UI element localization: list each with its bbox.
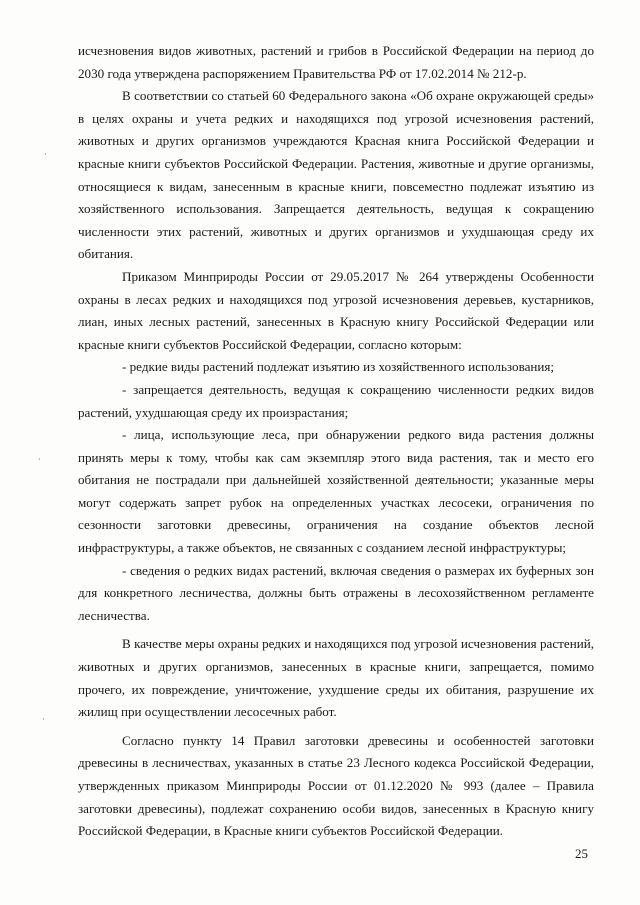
scan-speck: · [44,150,47,160]
list-item-1: - редкие виды растений подлежат изъятию из хозяйственного использования; [122,359,555,375]
scan-speck: · [38,455,41,465]
list-item-4: - сведения о редких видах растений, включая сведения о размерах их буферных зон для конкретного лесничества, должны быть отражены в лесохозяйственном регламенте лесничества. [78,562,594,623]
paragraph-2: В соответствии со статьей 60 Федерального закона «Об охране окружающей среды» в целях охраны и учета редких и находящихся под угрозой исчезновения растений, животных и других организмов учреждаются Красная книга Российской Федерации и красные книги субъектов Российской Федерации. Растения, животные и другие организмы, относящиеся к видам, занесенным в красные книги, повсеместно подлежат изъятию из хозяйственного использования. Запрещается деятельность, ведущая к сокращению численности этих растений, животных и других организмов и ухудшающая среду их обитания. [78,88,594,262]
scan-speck: · [42,715,45,725]
paragraph-4: В качестве меры охраны редких и находящихся под угрозой исчезновения растений, животных и других организмов, занесенных в красные книги, запрещается, помимо прочего, их повреждение, уничтожение, ухудшение среды их обитания, разрушение их жилищ при осуществлении лесосечных работ. [78,636,594,720]
list-item-3: - лица, использующие леса, при обнаружении редкого вида растения должны принять меры к тому, чтобы как сам экземпляр этого вида растения, так и место его обитания не пострадали при дальнейшей хозяйственной деятельности; указанные меры могут содержать запрет рубок на определенных участках лесосеки, ограничения по сезонности заготовки древесины, ограничения на создание объектов лесной инфраструктуры, а также объектов, не связанных с созданием лесной инфраструктуры; [78,427,594,556]
paragraph-5: Согласно пункту 14 Правил заготовки древесины и особенностей заготовки древесины в лесничествах, указанных в статье 23 Лесного кодекса Российской Федерации, утвержденных приказом Минприроды России от 01.12.2020 № 993 (далее – Правила заготовки древесины), подлежат сохранению особи видов, занесенных в Красную книгу Российской Федерации, в Красные книги субъектов Российской Федерации. [78,732,594,839]
body-text [78,40,594,843]
page-number: 25 [575,846,588,861]
paragraph-1: исчезновения видов животных, растений и грибов в Российской Федерации на период до 2030 года утверждена распоряжением Правительства РФ от 17.02.2014 № 212-р. [78,43,594,81]
list-item-2: - запрещается деятельность, ведущая к сокращению численности редких видов растений, ухудшающая среду их произрастания; [78,381,594,420]
paragraph-3: Приказом Минприроды России от 29.05.2017 № 264 утверждены Особенности охраны в лесах редких и находящихся под угрозой исчезновения деревьев, кустарников, лиан, иных лесных растений, занесенных в Красную книгу Российской Федерации или красные книги субъектов Российской Федерации, согласно которым: [78,268,594,352]
